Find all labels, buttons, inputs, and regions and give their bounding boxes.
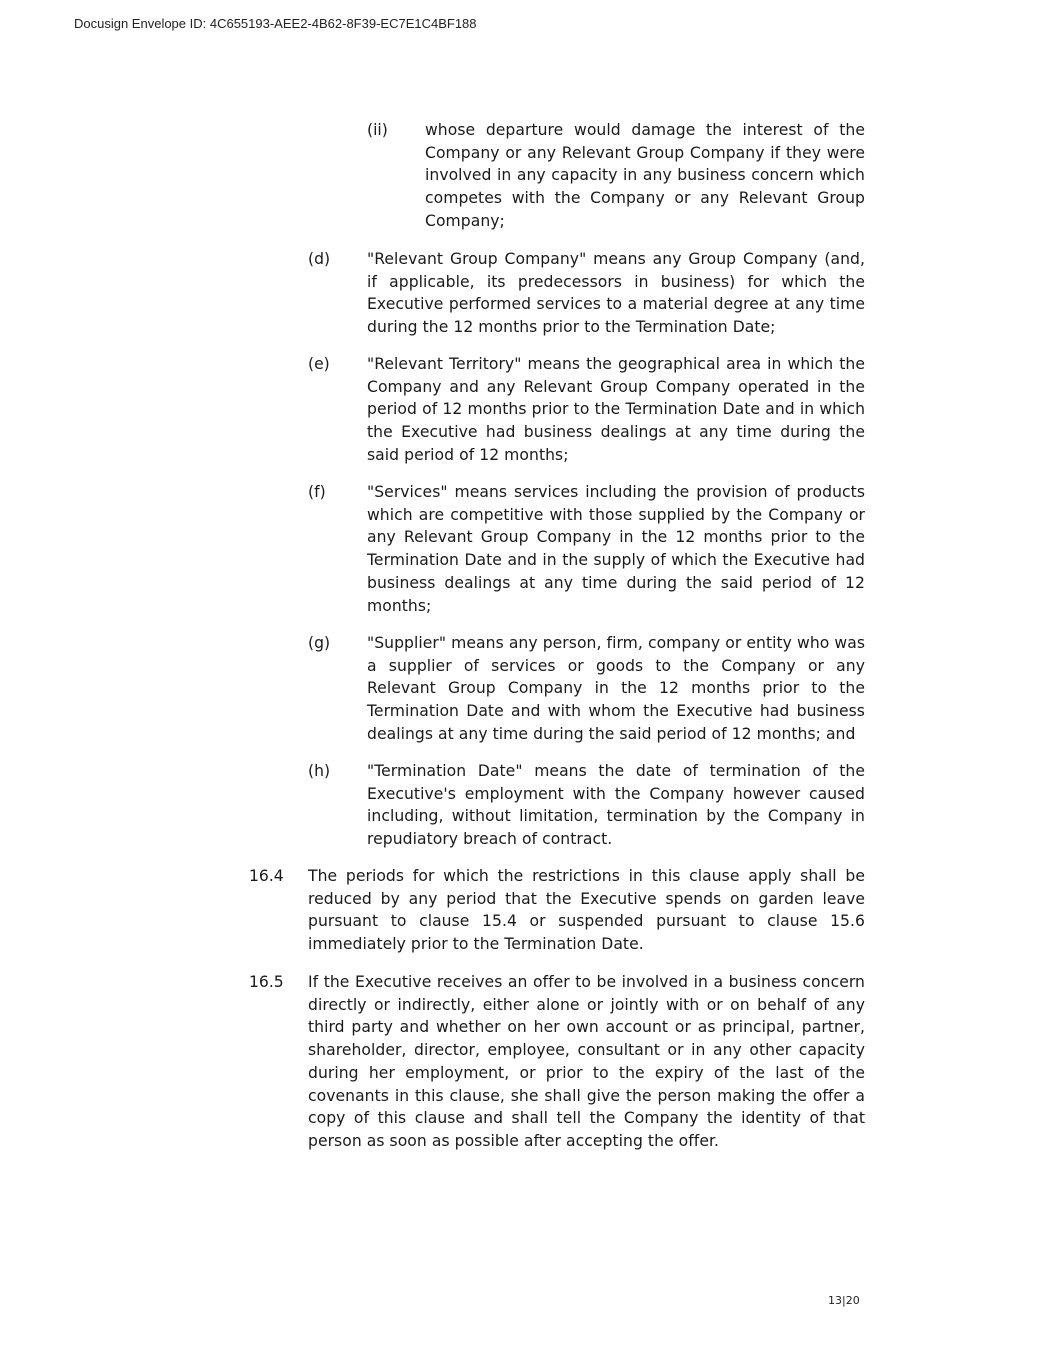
item-label-g: (g) (308, 634, 331, 652)
item-text-e: "Relevant Territory" means the geographical area in which the Company and any Relevant Group Company operated in the period of 12 months prior to the Termination Date and in which the Executive had business dealings at any time during the said period of 12 months; (367, 355, 865, 464)
item-label-d: (d) (308, 250, 331, 268)
item-label-e: (e) (308, 355, 330, 373)
item-label-h: (h) (308, 762, 331, 780)
page-number: 13|20 (828, 1294, 860, 1307)
clause-text-16-4: The periods for which the restrictions in this clause apply shall be reduced by any period that the Executive spends on garden leave pursuant to clause 15.4 or suspended pursuant to clause 15.6 immediately prior to the Termination Date. (308, 867, 865, 954)
item-text-d: "Relevant Group Company" means any Group Company (and, if applicable, its predecessors in business) for which the Executive performed services to a material degree at any time during the 12 months prior to the Termination Date; (367, 250, 865, 337)
item-text-ii: whose departure would damage the interest of the Company or any Relevant Group Company if they were involved in any capacity in any business concern which competes with the Company or any Relevant Group Company; (425, 121, 865, 230)
item-label-ii: (ii) (367, 121, 388, 139)
item-label-f: (f) (308, 483, 326, 501)
item-text-g: "Supplier" means any person, firm, company or entity who was a supplier of services or goods to the Company or any Relevant Group Company in the 12 months prior to the Termination Date and with whom the Executive had business dealings at any time during the said period of 12 months; and (367, 634, 865, 743)
clause-number-16-5: 16.5 (249, 973, 284, 991)
envelope-id: Docusign Envelope ID: 4C655193-AEE2-4B62-8F39-EC7E1C4BF188 (74, 16, 477, 31)
item-text-f: "Services" means services including the provision of products which are competitive with those supplied by the Company or any Relevant Group Company in the 12 months prior to the Termination Date and in the supply of which the Executive had business dealings at any time during the said period of 12 months; (367, 483, 865, 615)
clause-number-16-4: 16.4 (249, 867, 284, 885)
item-text-h: "Termination Date" means the date of termination of the Executive's employment with the Company however caused including, without limitation, termination by the Company in repudiatory breach of contract. (367, 762, 865, 849)
clause-text-16-5: If the Executive receives an offer to be involved in a business concern directly or indirectly, either alone or jointly with or on behalf of any third party and whether on her own account or as principal, partner, shareholder, director, employee, consultant or in any other capacity during her employment, or prior to the expiry of the last of the covenants in this clause, she shall give the person making the offer a copy of this clause and shall tell the Company the identity of that person as soon as possible after accepting the offer. (308, 973, 865, 1150)
